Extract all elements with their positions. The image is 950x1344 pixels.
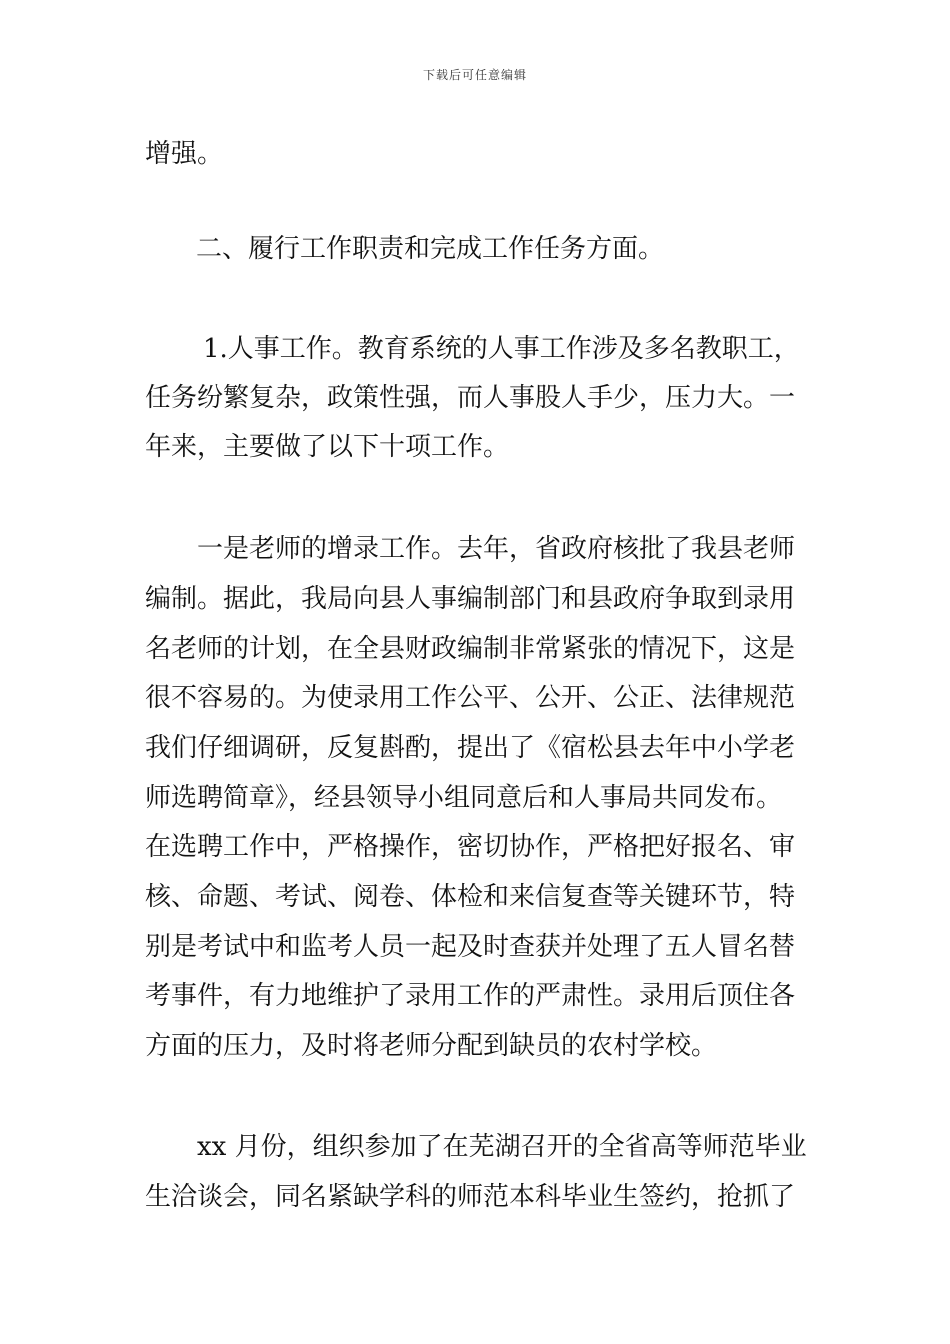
paragraph-line: 我们仔细调研，反复斟酌，提出了《宿松县去年中小学老 [145,733,796,763]
paragraph-line: 名老师的计划，在全县财政编制非常紧张的情况下，这是 [145,634,796,664]
paragraph-line: 在选聘工作中，严格操作，密切协作，严格把好报名、审 [145,832,796,862]
paragraph-line: 一是老师的增录工作。去年，省政府核批了我县老师 [197,534,796,564]
paragraph-line: 1.人事工作。教育系统的人事工作涉及多名教职工， [203,334,800,364]
paragraph-line: 生洽谈会，同名紧缺学科的师范本科毕业生签约，抢抓了 [145,1182,796,1212]
paragraph-line: 方面的压力，及时将老师分配到缺员的农村学校。 [145,1031,718,1061]
paragraph-line: 增强。 [145,139,224,169]
paragraph-line: 年来，主要做了以下十项工作。 [145,432,510,462]
section-heading: 二、履行工作职责和完成工作任务方面。 [196,234,665,264]
page-header: 下载后可任意编辑 [422,68,527,82]
paragraph-line: 核、命题、考试、阅卷、体检和来信复查等关键环节，特 [145,882,796,912]
paragraph-line: 任务纷繁复杂，政策性强，而人事股人手少，压力大。一 [145,383,796,413]
paragraph-line: 很不容易的。为使录用工作公平、公开、公正、法律规范 [145,683,796,713]
paragraph-line: xx 月份，组织参加了在芜湖召开的全省高等师范毕业 [197,1132,807,1162]
paragraph-line: 考事件，有力地维护了录用工作的严肃性。录用后顶住各 [145,981,796,1011]
paragraph-line: 师选聘简章》，经县领导小组同意后和人事局共同发布。 [145,783,783,813]
paragraph-line: 编制。据此，我局向县人事编制部门和县政府争取到录用 [145,584,796,614]
paragraph-line: 别是考试中和监考人员一起及时查获并处理了五人冒名替 [145,932,796,962]
